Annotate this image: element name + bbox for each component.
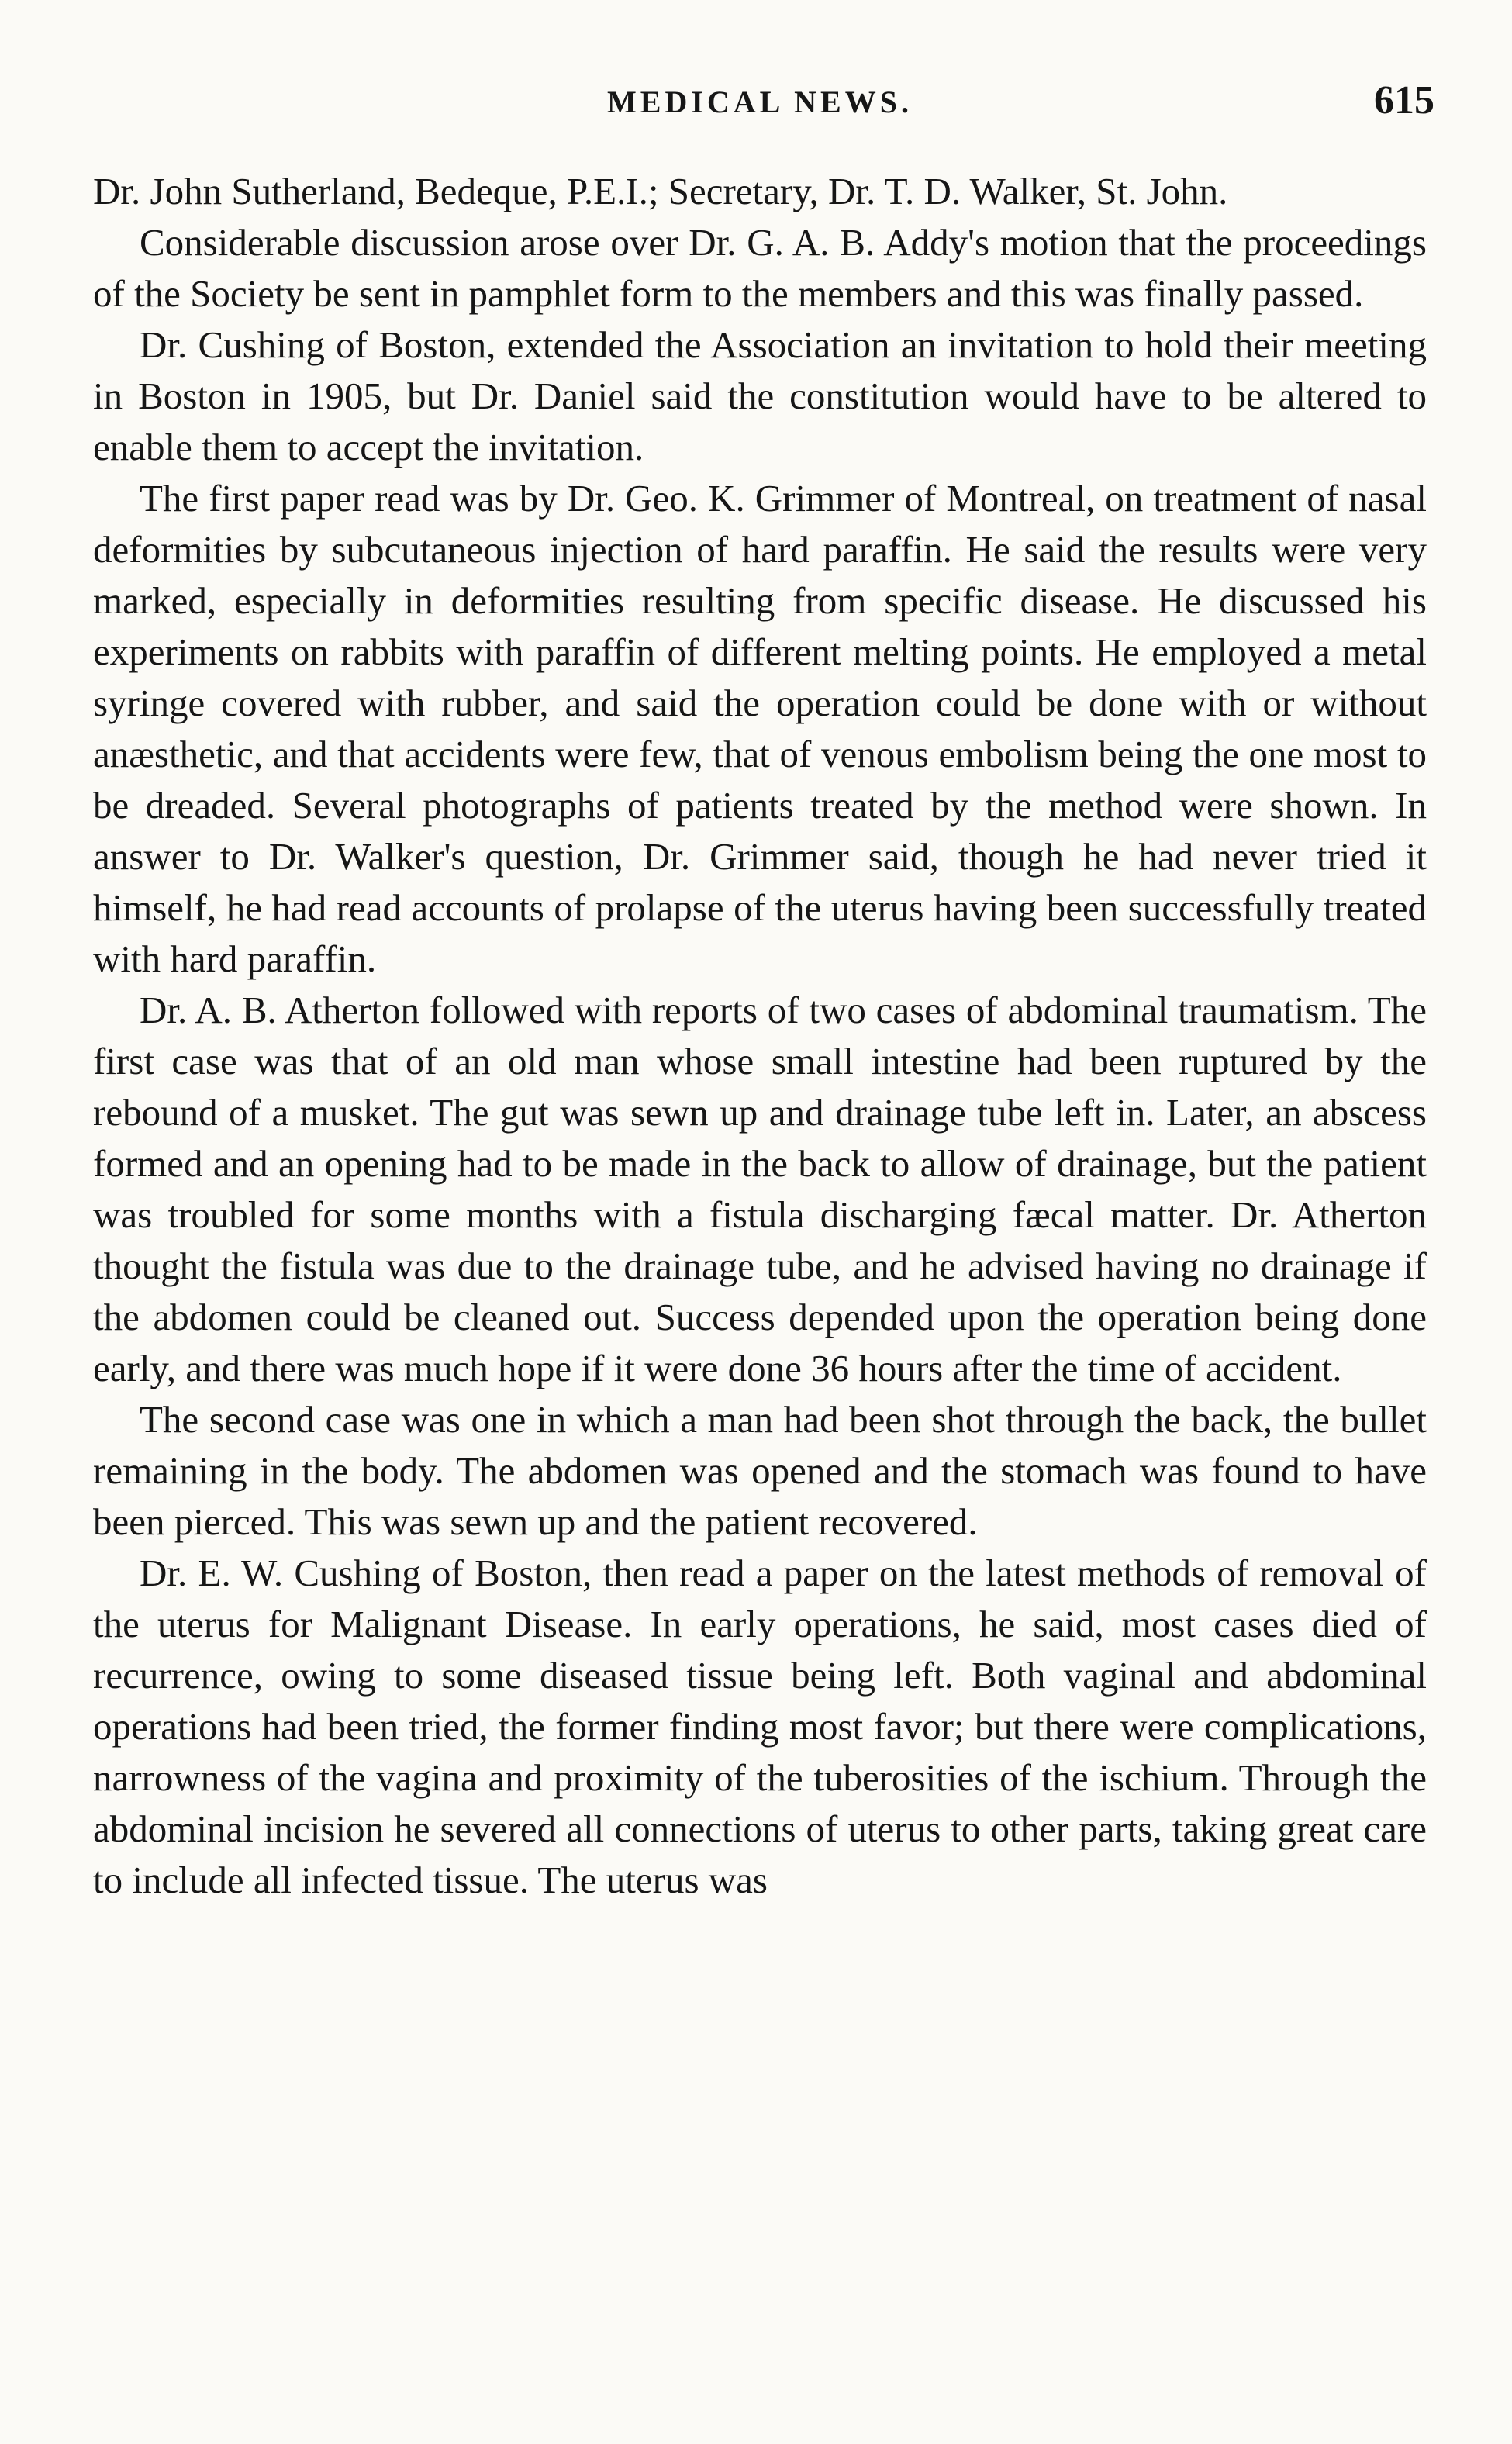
paragraph-boston-invitation: Dr. Cushing of Boston, extended the Association an invitation to hold their meeting in Boston in 1905, but Dr. Daniel said the constitution would have to be altered to enable them to accept the invitation. xyxy=(93,323,1427,468)
paragraph-pamphlet-motion: Considerable discussion arose over Dr. G. A. B. Addy's motion that the proceedings of the Society be sent in pamphlet form to the members and this was finally passed. xyxy=(93,221,1427,315)
paragraph-second-case: The second case was one in which a man had been shot through the back, the bullet remaining in the body. The abdomen was opened and the stomach was found to have been pierced. This was sewn up and the patient recovered. xyxy=(93,1398,1427,1543)
paragraph-nasal-deformities: The first paper read was by Dr. Geo. K. Grimmer of Montreal, on treatment of nasal deformities by subcutaneous injection of hard paraffin. He said the results were very marked, especially in deformities resulting from specific disease. He discussed his experiments on rabbits with paraffin of different melting points. He employed a metal syringe covered with rubber, and said the operation could be done with or without anæsthetic, and that accidents were few, that of venous embolism being the one most to be dreaded. Several photographs of patients treated by the method were shown. In answer to Dr. Walker's question, Dr. Grimmer said, though he had never tried it himself, he had read accounts of prolapse of the uterus having been successfully treated with hard paraffin. xyxy=(93,477,1427,980)
paragraph-officers: Dr. John Sutherland, Bedeque, P.E.I.; Secretary, Dr. T. D. Walker, St. John. xyxy=(93,170,1228,212)
paragraph-abdominal-traumatism: Dr. A. B. Atherton followed with reports of two cases of abdominal traumatism. The first case was that of an old man whose small intestine had been ruptured by the rebound of a musket. The gut was sewn up and drainage tube left in. Later, an abscess formed and an opening had to be made in the back to allow of drainage, but the patient was troubled for some months with a fistula discharging fæcal matter. Dr. Atherton thought the fistula was due to the drainage tube, and he advised having no drainage if the abdomen could be cleaned out. Success depended upon the operation being done early, and there was much hope if it were done 36 hours after the time of accident. xyxy=(93,989,1427,1389)
document-page xyxy=(93,78,1434,1906)
running-title: MEDICAL NEWS. xyxy=(607,85,913,119)
page-number: 615 xyxy=(1374,78,1434,123)
paragraph-uterus-removal: Dr. E. W. Cushing of Boston, then read a paper on the latest methods of removal of the uterus for Malignant Disease. In early operations, he said, most cases died of recurrence, owing to some diseased tissue being left. Both vaginal and abdominal operations had been tried, the former finding most favor; but there were complications, narrowness of the vagina and proximity of the tuberosities of the ischium. Through the abdominal incision he severed all connections of uterus to other parts, taking great care to include all infected tissue. The uterus was xyxy=(93,1552,1427,1901)
body-text xyxy=(93,166,1427,1906)
running-head xyxy=(93,78,1434,140)
